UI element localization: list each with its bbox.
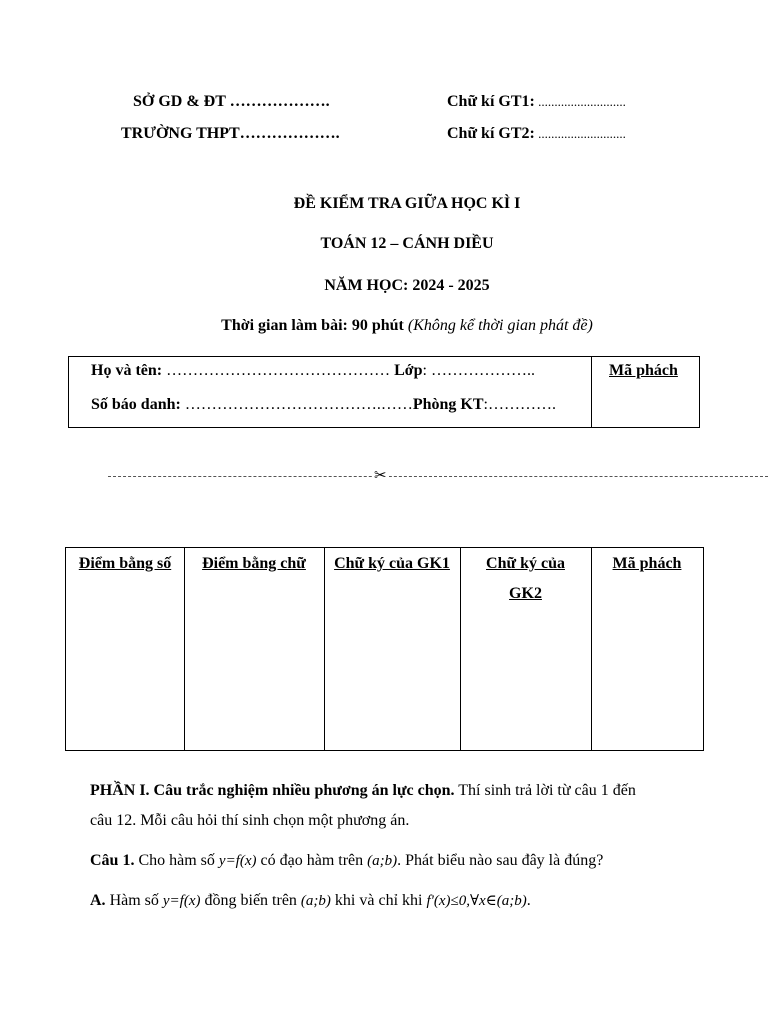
name-class-row [91, 362, 535, 380]
part-title: PHẦN I. Câu trắc nghiệm nhiều phương án lực chọn. [90, 782, 455, 799]
option-text: Hàm số [105, 892, 163, 909]
invigilator1-signature [447, 93, 626, 111]
question-1 [90, 846, 603, 876]
option-label: A. [90, 892, 106, 909]
part-heading [90, 776, 636, 806]
name-dots: …………………………………… [162, 362, 391, 379]
exam-duration [0, 317, 768, 335]
invigilator2-dots: ........................... [534, 126, 626, 141]
invigilator1-dots: ........................... [534, 94, 626, 109]
question-text: có đạo hàm trên [256, 852, 368, 869]
option-text: . [526, 892, 531, 909]
student-info-table [68, 356, 700, 428]
scissors-icon: ✂ [374, 466, 387, 484]
invigilator2-label: Chữ kí GT2: [447, 125, 535, 142]
subject-title: TOÁN 12 – CÁNH DIỀU [320, 235, 494, 252]
score-table [65, 547, 704, 751]
sbd-dots: ……………………………….…… [180, 396, 413, 413]
duration-note: (Không kể thời gian phát đề) [403, 317, 593, 334]
department-line: SỞ GD & ĐT ………………. [133, 93, 330, 110]
school-year: NĂM HỌC: 2024 - 2025 [324, 277, 490, 294]
math-expression: f'(x)≤0,∀x∈(a;b) [426, 893, 527, 909]
invigilator2-signature [447, 125, 626, 143]
school-line: TRƯỜNG THPT………………. [121, 125, 340, 142]
ma-phach-header: Mã phách [612, 555, 682, 572]
question-text: . Phát biểu nào sau đây là đúng? [397, 852, 604, 869]
cut-line [108, 476, 768, 477]
score-number-header: Điểm bằng số [78, 555, 172, 572]
sbd-room-row [91, 396, 556, 414]
question-label: Câu 1. [90, 852, 135, 869]
invigilator1-label: Chữ kí GT1: [447, 93, 535, 110]
math-expression: y=f(x) [218, 853, 257, 869]
examiner1-signature-header: Chữ ký của GK1 [334, 555, 450, 572]
option-text: khi và chỉ khi [330, 892, 427, 909]
class-dots: : ……………….. [422, 362, 535, 379]
duration-text: Thời gian làm bài: 90 phút [221, 317, 404, 334]
room-dots: :…………. [483, 396, 556, 413]
math-expression: (a;b) [367, 853, 398, 869]
part-description-cont: câu 12. Mỗi câu hỏi thí sinh chọn một phương án. [90, 812, 410, 829]
math-expression: y=f(x) [162, 893, 201, 909]
score-col-divider [460, 548, 461, 750]
option-text: đồng biến trên [200, 892, 301, 909]
info-table-divider [591, 357, 592, 427]
question-text: Cho hàm số [134, 852, 219, 869]
score-col-divider [324, 548, 325, 750]
math-expression: (a;b) [300, 893, 331, 909]
examiner2-signature-header: Chữ ký của GK2 [486, 555, 565, 602]
ma-phach-label: Mã phách [609, 362, 678, 379]
class-label: Lớp [390, 362, 423, 379]
name-label: Họ và tên: [91, 362, 163, 379]
sbd-label: Số báo danh: [91, 396, 181, 413]
room-label: Phòng KT [412, 396, 484, 413]
exam-title: ĐỀ KIỂM TRA GIỮA HỌC KÌ I [293, 195, 521, 212]
part-description: Thí sinh trả lời từ câu 1 đến [454, 782, 636, 799]
score-words-header: Điểm bằng chữ [202, 555, 306, 572]
option-a [90, 886, 531, 916]
